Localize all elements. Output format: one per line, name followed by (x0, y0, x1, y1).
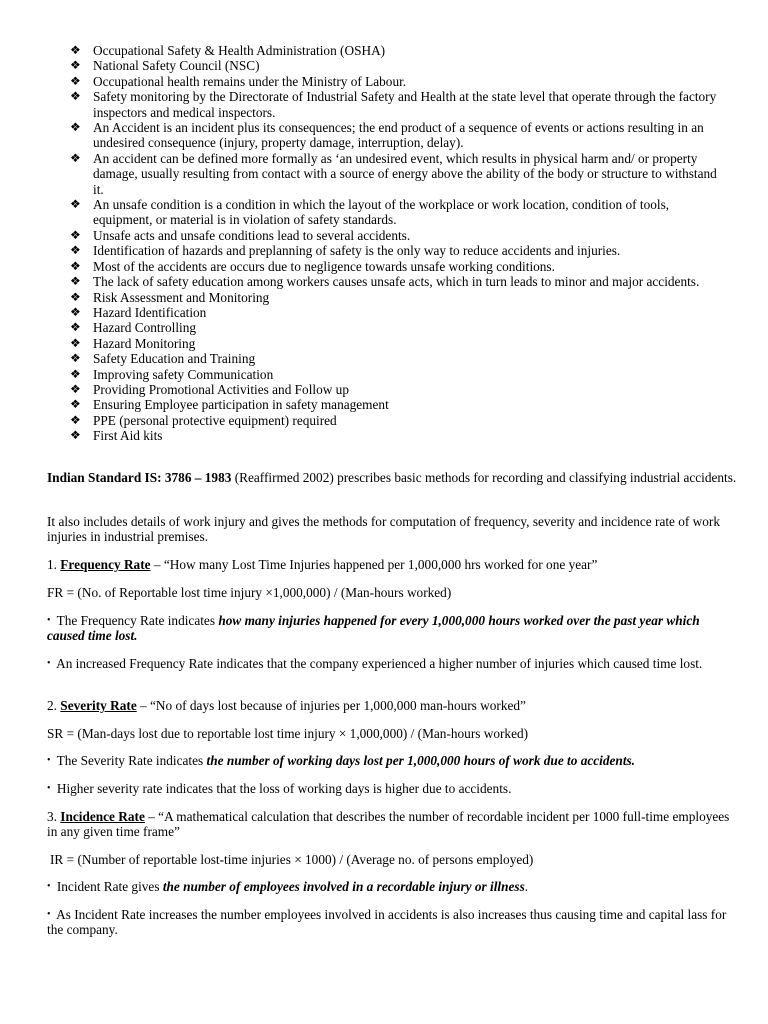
diamond-bullet-icon: ❖ (70, 381, 81, 396)
diamond-bullet-icon: ❖ (70, 320, 81, 335)
diamond-bullet-icon: ❖ (70, 73, 81, 88)
frequency-point-1-emphasis: how many injuries happened for every 1,000,000 hours worked over the past year which caused time lost. (47, 613, 700, 644)
frequency-formula: FR = (No. of Reportable lost time injury ×1,000,000) / (Man-hours worked) (47, 585, 452, 600)
severity-formula: SR = (Man-days lost due to reportable lost time injury × 1,000,000) / (Man-hours worked) (47, 726, 529, 741)
bullet-text: Identification of hazards and preplanning of safety is the only way to reduce accidents and injuries. (93, 243, 621, 259)
standard-name: Indian Standard IS: 3786 – 1983 (47, 470, 232, 485)
incidence-definition: – “A mathematical calculation that describes the number of recordable incident per 1000 full-time employees in any given time frame” (47, 809, 730, 840)
standard-text: (Reaffirmed 2002) prescribes basic methods for recording and classifying industrial accidents. (231, 470, 737, 485)
bullet-item (70, 89, 720, 120)
bullet-item (70, 413, 720, 428)
bullet-list (70, 43, 720, 444)
bullet-text: An unsafe condition is a condition in which the layout of the workplace or work location, condition of tools, equipment, or material is in violation of safety standards. (93, 197, 670, 228)
bullet-text: Safety monitoring by the Directorate of Industrial Safety and Health at the state level that operate through the factory inspectors and medical inspectors. (93, 89, 717, 120)
frequency-point-1 (47, 613, 737, 644)
bullet-dot: • (47, 615, 51, 626)
diamond-bullet-icon: ❖ (70, 89, 81, 104)
diamond-bullet-icon: ❖ (70, 289, 81, 304)
frequency-point-1-text: The Frequency Rate indicates (53, 613, 219, 628)
bullet-text: Improving safety Communication (93, 366, 274, 382)
bullet-item (70, 243, 720, 258)
diamond-bullet-icon: ❖ (70, 43, 81, 57)
diamond-bullet-icon: ❖ (70, 243, 81, 258)
diamond-bullet-icon: ❖ (70, 258, 81, 273)
severity-definition: – “No of days lost because of injuries per 1,000,000 man-hours worked” (136, 698, 526, 713)
severity-number: 2. (47, 698, 61, 713)
frequency-point-2-text: An increased Frequency Rate indicates that the company experienced a higher number of injuries which caused time lost. (53, 656, 703, 671)
bullet-item (70, 274, 720, 289)
severity-point-1-emphasis: the number of working days lost per 1,000,000 hours of work due to accidents. (206, 753, 636, 768)
incidence-point-1-emphasis: the number of employees involved in a recordable injury or illness (162, 879, 525, 894)
bullet-text: Hazard Controlling (93, 320, 197, 336)
diamond-bullet-icon: ❖ (70, 412, 81, 427)
bullet-text: Safety Education and Training (93, 351, 256, 367)
bullet-dot: • (47, 881, 51, 892)
intro-paragraph: It also includes details of work injury and gives the methods for computation of frequency, severity and incidence rate of work injuries in industrial premises. (47, 514, 721, 545)
incidence-formula: IR = (Number of reportable lost-time injuries × 1000) / (Average no. of persons employed) (50, 852, 534, 867)
bullet-item (70, 290, 720, 305)
frequency-title: Frequency Rate (60, 557, 151, 572)
bullet-text: Unsafe acts and unsafe conditions lead to several accidents. (93, 227, 411, 243)
severity-heading (47, 698, 737, 713)
diamond-bullet-icon: ❖ (70, 335, 81, 350)
bullet-text: An accident can be defined more formally as ‘an undesired event, which results in physical harm and/ or property damage, usually resulting from contact with a source of energy above the ability of the body or structure to withstand it. (93, 150, 717, 197)
diamond-bullet-icon: ❖ (70, 351, 81, 366)
bullet-item (70, 428, 720, 443)
incidence-heading (47, 809, 737, 840)
bullet-text: First Aid kits (93, 428, 163, 444)
diamond-bullet-icon: ❖ (70, 120, 81, 135)
bullet-text: The lack of safety education among workers causes unsafe acts, which in turn leads to minor and major accidents. (93, 274, 700, 290)
bullet-item (70, 228, 720, 243)
incidence-point-1-text: Incident Rate gives (53, 879, 163, 894)
incidence-point-2-text: As Incident Rate increases the number employees involved in accidents is also increases thus causing time and capital lass for the company. (47, 907, 727, 938)
bullet-text: PPE (personal protective equipment) required (93, 412, 337, 428)
frequency-number: 1. (47, 557, 61, 572)
bullet-item (70, 74, 720, 89)
bullet-dot: • (47, 783, 51, 794)
frequency-definition: – “How many Lost Time Injuries happened per 1,000,000 hrs worked for one year” (150, 557, 598, 572)
diamond-bullet-icon: ❖ (70, 197, 81, 212)
bullet-text: Hazard Identification (93, 304, 207, 320)
bullet-item (70, 367, 720, 382)
diamond-bullet-icon: ❖ (70, 397, 81, 412)
bullet-dot: • (47, 658, 51, 669)
severity-point-2-text: Higher severity rate indicates that the loss of working days is higher due to accidents. (53, 781, 512, 796)
bullet-text: Occupational Safety & Health Administration (OSHA) (93, 43, 386, 58)
bullet-item (70, 336, 720, 351)
bullet-item (70, 259, 720, 274)
bullet-item (70, 397, 720, 412)
bullet-item (70, 351, 720, 366)
diamond-bullet-icon: ❖ (70, 366, 81, 381)
severity-point-1 (47, 753, 737, 768)
bullet-item (70, 197, 720, 228)
diamond-bullet-icon: ❖ (70, 58, 81, 73)
bullet-item (70, 58, 720, 73)
bullet-text: Hazard Monitoring (93, 335, 196, 351)
bullet-text: Most of the accidents are occurs due to negligence towards unsafe working conditions. (93, 258, 555, 274)
bullet-item (70, 43, 720, 58)
bullet-item (70, 382, 720, 397)
diamond-bullet-icon: ❖ (70, 150, 81, 165)
bullet-item (70, 120, 720, 151)
bullet-item (70, 320, 720, 335)
standard-paragraph (47, 470, 737, 485)
bullet-text: National Safety Council (NSC) (93, 58, 260, 74)
frequency-heading (47, 557, 737, 572)
incidence-point-1 (47, 879, 737, 894)
bullet-item (70, 305, 720, 320)
incidence-number: 3. (47, 809, 61, 824)
severity-point-1-text: The Severity Rate indicates (53, 753, 207, 768)
bullet-text: Risk Assessment and Monitoring (93, 289, 270, 305)
incidence-title: Incidence Rate (60, 809, 145, 824)
diamond-bullet-icon: ❖ (70, 428, 81, 443)
bullet-dot: • (47, 909, 51, 920)
diamond-bullet-icon: ❖ (70, 227, 81, 242)
severity-title: Severity Rate (60, 698, 137, 713)
bullet-text: An Accident is an incident plus its consequences; the end product of a sequence of events or actions resulting in an undesired consequence (injury, property damage, interruption, delay). (93, 120, 704, 151)
diamond-bullet-icon: ❖ (70, 274, 81, 289)
bullet-text: Occupational health remains under the Ministry of Labour. (93, 73, 407, 89)
severity-point-2 (47, 781, 737, 796)
incidence-point-1-end: . (524, 879, 529, 894)
diamond-bullet-icon: ❖ (70, 304, 81, 319)
frequency-point-2 (47, 656, 737, 671)
bullet-item (70, 151, 720, 197)
bullet-text: Providing Promotional Activities and Follow up (93, 381, 349, 397)
bullet-dot: • (47, 755, 51, 766)
incidence-point-2 (47, 907, 737, 938)
bullet-text: Ensuring Employee participation in safety management (93, 397, 389, 413)
